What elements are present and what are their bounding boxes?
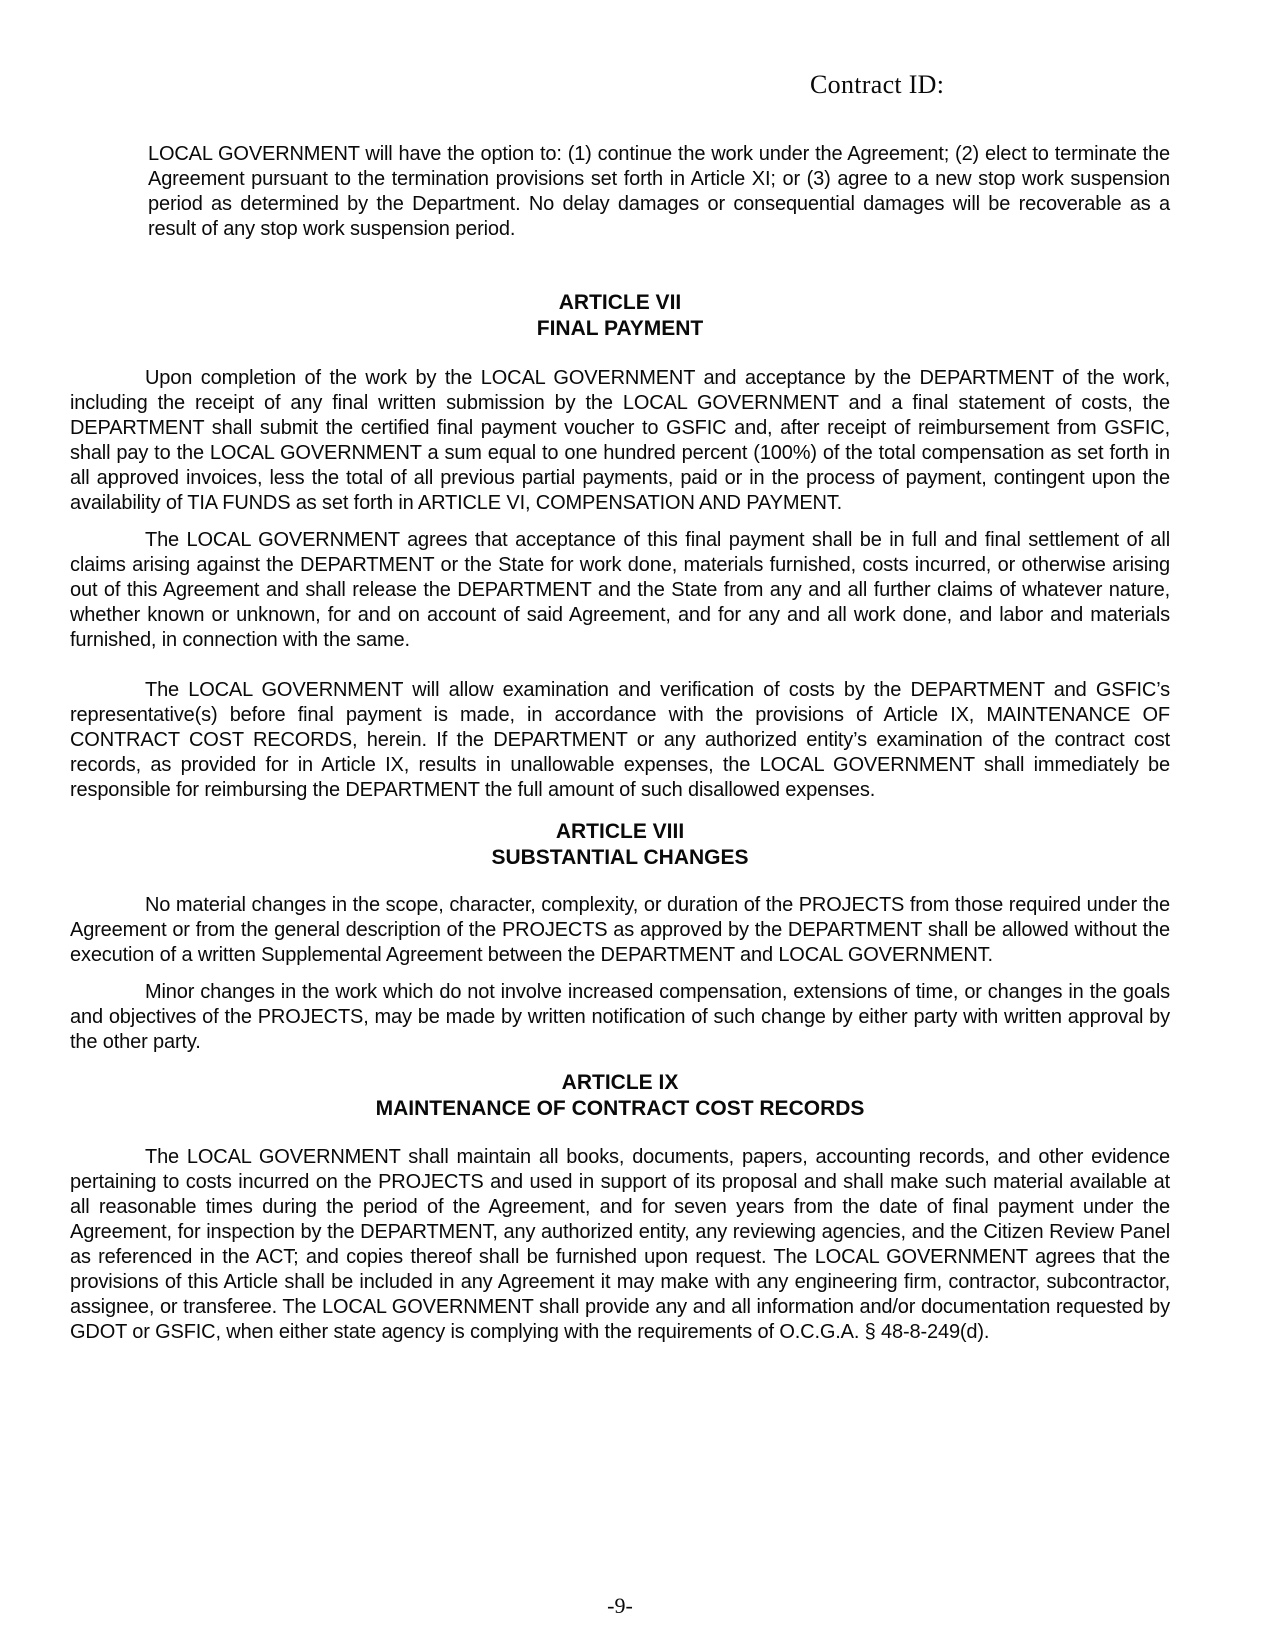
intro-paragraph: LOCAL GOVERNMENT will have the option to: (1) continue the work under the Agreement; (2) elect to terminate the Agreement pursuant to the termination provisions set forth in Article XI; or (3) agree to a new stop work suspension period as determined by the Department. No delay damages or consequential damages will be recoverable as a result of any stop work suspension period. — [148, 143, 1170, 240]
article-vii-paragraph-2: The LOCAL GOVERNMENT agrees that acceptance of this final payment shall be in full and final settlement of all claims arising against the DEPARTMENT or the State for work done, materials furnished, costs incurred, or otherwise arising out of this Agreement and shall release the DEPARTMENT and the State from any and all further claims of whatever nature, whether known or unknown, for and on account of said Agreement, and for any and all work done, and labor and materials furnished, in connection with the same. — [70, 529, 1170, 651]
article-vii-paragraph-3: The LOCAL GOVERNMENT will allow examination and verification of costs by the DEPARTMENT and GSFIC’s representative(s) before final payment is made, in accordance with the provisions of Article IX, MAINTENANCE OF CONTRACT COST RECORDS, herein. If the DEPARTMENT or any authorized entity’s examination of the contract cost records, as provided for in Article IX, results in unallowable expenses, the LOCAL GOVERNMENT shall immediately be responsible for reimbursing the DEPARTMENT the full amount of such disallowed expenses. — [70, 679, 1170, 801]
article-ix-paragraph-1: The LOCAL GOVERNMENT shall maintain all books, documents, papers, accounting records, and other evidence pertaining to costs incurred on the PROJECTS and used in support of its proposal and shall make such material available at all reasonable times during the period of the Agreement, and for seven years from the date of final payment under the Agreement, for inspection by the DEPARTMENT, any authorized entity, any reviewing agencies, and the Citizen Review Panel as referenced in the ACT; and copies thereof shall be furnished upon request. The LOCAL GOVERNMENT agrees that the provisions of this Article shall be included in any Agreement it may make with any engineering firm, contractor, subcontractor, assignee, or transferee. The LOCAL GOVERNMENT shall provide any and all information and/or documentation requested by GDOT or GSFIC, when either state agency is complying with the requirements of O.C.G.A. § 48-8-249(d). — [70, 1146, 1170, 1343]
contract-id-label: Contract ID: — [810, 70, 945, 99]
article-vii-heading — [70, 290, 1170, 342]
article-viii-paragraph-1: No material changes in the scope, character, complexity, or duration of the PROJECTS from those required under the Agreement or from the general description of the PROJECTS as approved by the DEPARTMENT shall be allowed without the execution of a written Supplemental Agreement between the DEPARTMENT and LOCAL GOVERNMENT. — [70, 894, 1170, 966]
article-ix-number: ARTICLE IX — [561, 1071, 679, 1094]
article-vii-title: FINAL PAYMENT — [536, 317, 704, 340]
page-number: -9- — [607, 1593, 633, 1618]
document-content — [70, 0, 1170, 1345]
article-viii-heading — [70, 819, 1170, 871]
article-viii-title: SUBSTANTIAL CHANGES — [491, 846, 749, 869]
article-ix-heading — [70, 1070, 1170, 1122]
article-vii-paragraph-1: Upon completion of the work by the LOCAL GOVERNMENT and acceptance by the DEPARTMENT of the work, including the receipt of any final written submission by the LOCAL GOVERNMENT and a final statement of costs, the DEPARTMENT shall submit the certified final payment voucher to GSFIC and, after receipt of reimbursement from GSFIC, shall pay to the LOCAL GOVERNMENT a sum equal to one hundred percent (100%) of the total compensation as set forth in all approved invoices, less the total of all previous partial payments, paid or in the process of payment, contingent upon the availability of TIA FUNDS as set forth in ARTICLE VI, COMPENSATION AND PAYMENT. — [70, 367, 1170, 514]
article-viii-number: ARTICLE VIII — [555, 820, 685, 843]
article-vii-number: ARTICLE VII — [558, 291, 682, 314]
article-ix-title: MAINTENANCE OF CONTRACT COST RECORDS — [375, 1097, 865, 1120]
article-viii-paragraph-2: Minor changes in the work which do not involve increased compensation, extensions of time, or changes in the goals and objectives of the PROJECTS, may be made by written notification of such change by either party with written approval by the other party. — [70, 981, 1170, 1053]
